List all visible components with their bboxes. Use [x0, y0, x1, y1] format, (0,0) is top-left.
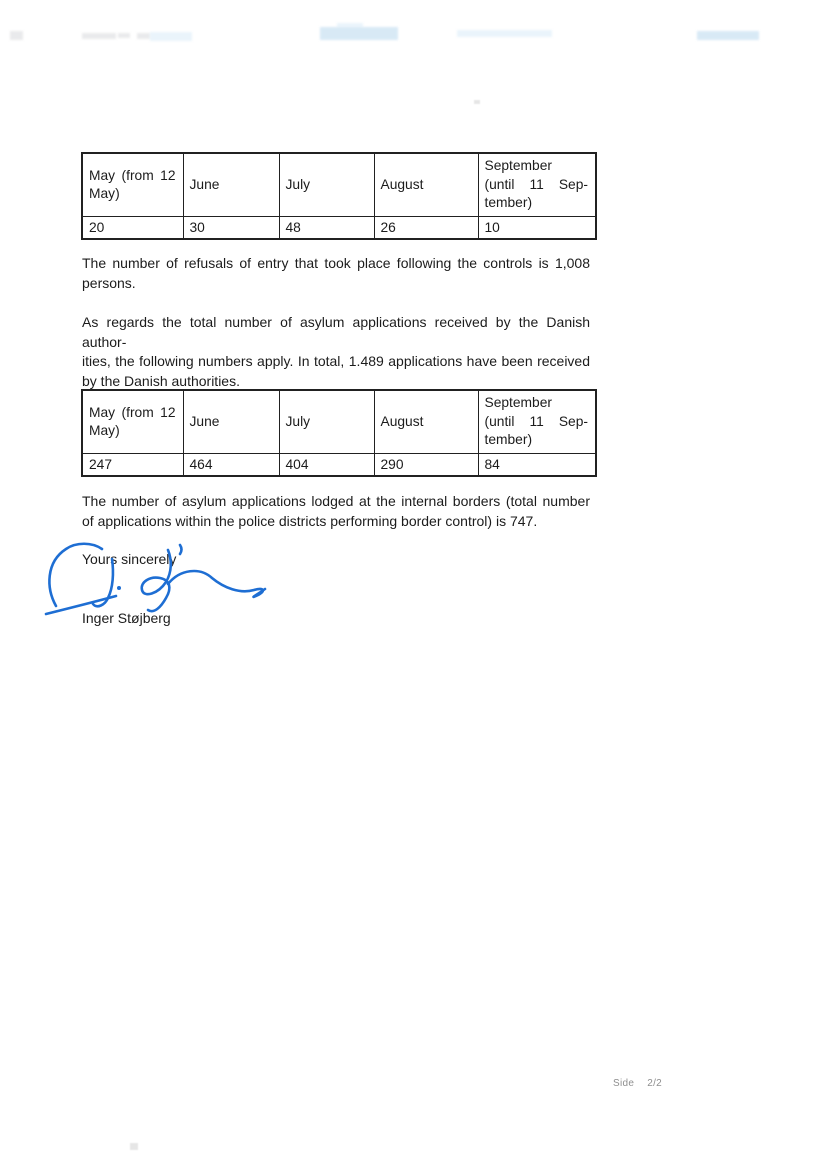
header-cell-september	[478, 390, 596, 454]
header-cell-may	[82, 153, 183, 217]
value-cell: 26	[374, 217, 478, 240]
header-cell-june: June	[183, 153, 279, 217]
closing-salutation: Yours sincerely	[82, 551, 177, 567]
signer-name: Inger Støjberg	[82, 610, 171, 626]
table-header-row	[82, 153, 596, 217]
scan-artifact	[118, 33, 130, 38]
value-cell: 404	[279, 454, 374, 477]
header-cell-june: June	[183, 390, 279, 454]
paragraph-line: by the Danish authorities.	[82, 373, 240, 390]
asylum-by-month-table	[81, 389, 597, 477]
header-line: tember)	[484, 432, 533, 448]
value-cell: 247	[82, 454, 183, 477]
table-value-row	[82, 454, 596, 477]
scan-artifact	[130, 1143, 138, 1150]
value-cell: 84	[478, 454, 596, 477]
paragraph-line: ities, the following numbers apply. In total, 1.489 applications have been received	[82, 353, 590, 370]
scan-artifact	[457, 30, 552, 37]
table-header-row	[82, 390, 596, 454]
header-cell-july: July	[279, 153, 374, 217]
header-cell-september	[478, 153, 596, 217]
header-line: May (from 12	[89, 404, 176, 420]
value-cell: 48	[279, 217, 374, 240]
table-value-row	[82, 217, 596, 240]
header-cell-august: August	[374, 390, 478, 454]
header-cell-august: August	[374, 153, 478, 217]
header-line: (until 11 Sep-	[484, 176, 588, 192]
header-line: May)	[89, 186, 120, 201]
signature-dot	[117, 586, 121, 590]
header-line: September	[484, 395, 552, 411]
header-line: September	[484, 158, 552, 174]
header-line: May)	[89, 423, 120, 438]
scan-artifact	[150, 32, 192, 41]
signature-stroke	[180, 545, 182, 554]
asylum-paragraph	[82, 313, 590, 392]
header-line: tember)	[484, 195, 533, 211]
paragraph-line: As regards the total number of asylum applications received by the Danish author-	[82, 314, 590, 350]
value-cell: 20	[82, 217, 183, 240]
page-footer	[613, 1078, 662, 1089]
header-line: May (from 12	[89, 167, 176, 183]
paragraph-line: The number of asylum applications lodged at the internal borders (total number	[82, 493, 590, 509]
value-cell: 464	[183, 454, 279, 477]
value-cell: 10	[478, 217, 596, 240]
refusals-paragraph	[82, 254, 590, 293]
scan-artifact	[337, 23, 363, 27]
signature-stroke	[168, 571, 265, 597]
footer-label: Side	[613, 1078, 635, 1089]
scan-artifact	[320, 27, 398, 40]
refusals-by-month-table	[81, 152, 597, 240]
paragraph-line: The number of refusals of entry that took place following the controls is 1,008	[82, 255, 590, 271]
header-line: (until 11 Sep-	[484, 413, 588, 429]
value-cell: 30	[183, 217, 279, 240]
internal-borders-paragraph	[82, 492, 590, 531]
scan-artifact	[137, 33, 150, 39]
scan-artifact	[697, 31, 759, 40]
scan-artifact	[82, 33, 116, 39]
scan-artifact	[10, 31, 23, 40]
paragraph-line: of applications within the police districts performing border control) is 747.	[82, 512, 538, 529]
value-cell: 290	[374, 454, 478, 477]
header-cell-july: July	[279, 390, 374, 454]
scan-artifact	[474, 100, 480, 104]
header-cell-may	[82, 390, 183, 454]
paragraph-line: persons.	[82, 274, 136, 291]
page-number: 2/2	[647, 1078, 663, 1089]
